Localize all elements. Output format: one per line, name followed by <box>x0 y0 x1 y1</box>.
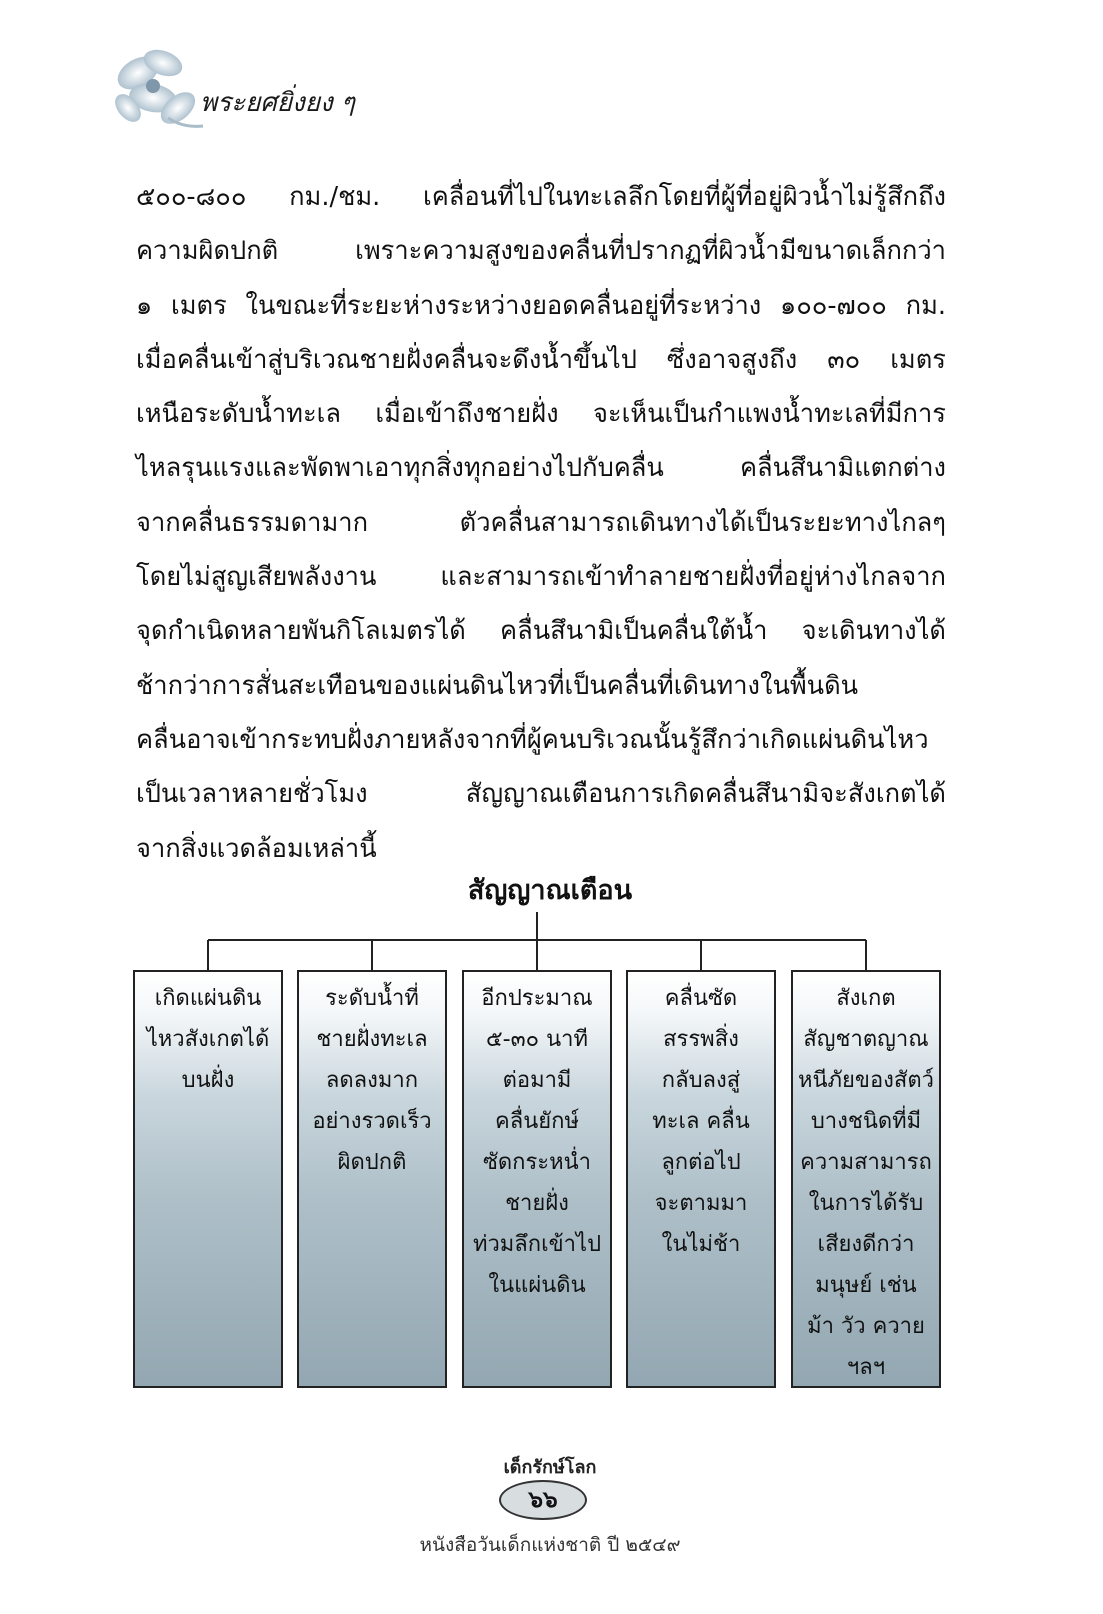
header-title: พระยศยิ่งยง ๆ <box>200 88 355 118</box>
footer-subtitle: หนังสือวันเด็กแห่งชาติ ปี ๒๕๔๙ <box>419 1534 681 1556</box>
page-header <box>108 38 408 138</box>
warning-box-line: สัญชาตญาณ <box>803 1027 929 1052</box>
warning-box-line: กลับลงสู่ <box>661 1068 741 1093</box>
warning-box-line: ในไม่ช้า <box>661 1232 741 1257</box>
warning-box <box>297 970 447 1388</box>
warning-box-line: อย่างรวดเร็ว <box>312 1109 432 1134</box>
warning-box-line: บนฝั่ง <box>181 1068 235 1093</box>
warning-box-line: ในแผ่นดิน <box>488 1273 586 1298</box>
warning-box-line: ชายฝั่ง <box>505 1191 569 1216</box>
body-line: ไหลรุนแรงและพัดพาเอาทุกสิ่งทุกอย่างไปกับคลื่น คลื่นสึนามิแตกต่าง <box>136 453 946 484</box>
body-line: ๕๐๐-๘๐๐ กม./ชม. เคลื่อนที่ไปในทะเลลึกโดยที่ผู้ที่อยู่ผิวน้ำไม่รู้สึกถึง <box>136 182 946 212</box>
warning-box-line: ไหวสังเกตได้ <box>146 1027 270 1052</box>
warning-box <box>462 970 612 1388</box>
warning-box-line: คลื่นยักษ์ <box>495 1109 579 1134</box>
warning-box-line: ม้า วัว ควาย <box>807 1314 925 1339</box>
body-line: เหนือระดับน้ำทะเล เมื่อเข้าถึงชายฝั่ง จะเห็นเป็นกำแพงน้ำทะเลที่มีการ <box>136 399 946 430</box>
warning-box-line: หนีภัยของสัตว์ <box>798 1068 934 1093</box>
body-line: จากสิ่งแวดล้อมเหล่านี้ <box>136 833 377 864</box>
warning-box <box>626 970 776 1388</box>
warning-box-line: ซัดกระหน่ำ <box>482 1150 592 1175</box>
warning-box-line: ความสามารถ <box>800 1150 932 1175</box>
warning-box-line: ฯลฯ <box>846 1355 886 1380</box>
warning-box-line: สังเกต <box>836 986 896 1011</box>
body-line: ช้ากว่าการสั่นสะเทือนของแผ่นดินไหวที่เป็นคลื่นที่เดินทางในพื้นดิน <box>136 670 859 701</box>
warning-box-line: ผิดปกติ <box>337 1150 407 1175</box>
footer-label: เด็กรักษ์โลก <box>503 1457 597 1478</box>
page-number: ๖๖ <box>499 1480 587 1520</box>
warning-box-line: คลื่นซัด <box>664 986 738 1011</box>
warning-box-line: เสียงดีกว่า <box>817 1232 915 1257</box>
warning-box-line: ๕-๓๐ นาที <box>486 1027 588 1052</box>
warning-box-line: ในการได้รับ <box>808 1191 924 1216</box>
body-line: จุดกำเนิดหลายพันกิโลเมตรได้ คลื่นสึนามิเป็นคลื่นใต้น้ำ จะเดินทางได้ <box>136 616 946 647</box>
warning-box-line: ชายฝั่งทะเล <box>316 1027 428 1052</box>
body-line: โดยไม่สูญเสียพลังงาน และสามารถเข้าทำลายชายฝั่งที่อยู่ห่างไกลจาก <box>136 562 946 593</box>
body-line: คลื่นอาจเข้ากระทบฝั่งภายหลังจากที่ผู้คนบริเวณนั้นรู้สึกว่าเกิดแผ่นดินไหว <box>136 724 929 755</box>
warning-box-line: ท่วมลึกเข้าไป <box>472 1232 602 1257</box>
body-paragraph <box>136 170 946 876</box>
warning-box-line: อีกประมาณ <box>481 986 593 1011</box>
body-line: เป็นเวลาหลายชั่วโมง สัญญาณเตือนการเกิดคลื่นสึนามิจะสังเกตได้ <box>136 779 946 810</box>
warning-box <box>791 970 941 1388</box>
warning-box-line: ลูกต่อไป <box>661 1150 741 1175</box>
warning-box <box>133 970 283 1388</box>
warning-box-line: บางชนิดที่มี <box>810 1109 922 1134</box>
warning-box-line: ทะเล คลื่น <box>652 1109 750 1134</box>
body-line: จากคลื่นธรรมดามาก ตัวคลื่นสามารถเดินทางได้เป็นระยะทางไกลๆ <box>136 507 946 538</box>
warning-box-line: ระดับน้ำที่ <box>325 986 419 1011</box>
warning-box-line: เกิดแผ่นดิน <box>154 986 262 1011</box>
warning-box-line: สรรพสิ่ง <box>663 1027 739 1052</box>
warning-box-line: จะตามมา <box>654 1191 748 1216</box>
warning-box-line: มนุษย์ เช่น <box>815 1273 917 1298</box>
diagram-title: สัญญาณเตือน <box>467 875 633 906</box>
body-line: ๑ เมตร ในขณะที่ระยะห่างระหว่างยอดคลื่นอยู่ที่ระหว่าง ๑๐๐-๗๐๐ กม. <box>136 290 946 321</box>
warning-box-line: ต่อมามี <box>502 1068 572 1093</box>
body-line: ความผิดปกติ เพราะความสูงของคลื่นที่ปรากฏที่ผิวน้ำมีขนาดเล็กกว่า <box>136 236 946 267</box>
body-line: เมื่อคลื่นเข้าสู่บริเวณชายฝั่งคลื่นจะดึงน้ำขึ้นไป ซึ่งอาจสูงถึง ๓๐ เมตร <box>136 344 946 375</box>
warning-box-line: ลดลงมาก <box>325 1068 419 1093</box>
